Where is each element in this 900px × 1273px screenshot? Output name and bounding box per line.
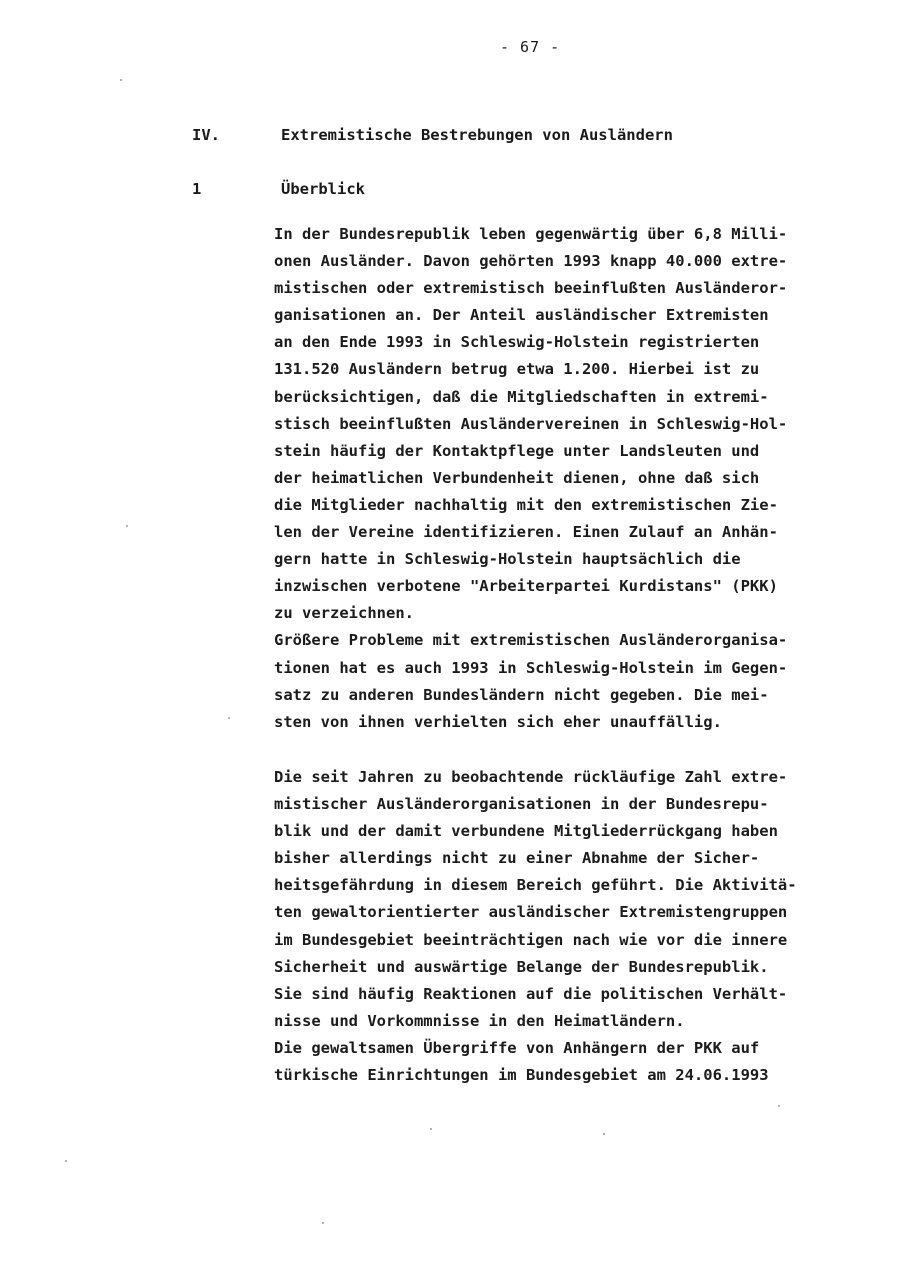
text-line: onen Ausländer. Davon gehörten 1993 knapp 40.000 extre-: [274, 252, 788, 271]
paragraph-block-1: [274, 221, 894, 736]
text-line: inzwischen verbotene "Arbeiterpartei Kurdistans" (PKK): [274, 577, 778, 596]
text-line: satz zu anderen Bundesländern nicht gegeben. Die mei-: [274, 685, 769, 704]
scan-speck: [778, 1105, 780, 1107]
text-line: zu verzeichnen.: [274, 604, 414, 623]
text-line: der heimatlichen Verbundenheit dienen, ohne daß sich: [274, 468, 760, 487]
text-line: sten von ihnen verhielten sich eher unauffällig.: [274, 712, 722, 731]
text-line: len der Vereine identifizieren. Einen Zulauf an Anhän-: [274, 523, 778, 542]
text-line: Sie sind häufig Reaktionen auf die politischen Verhält-: [274, 984, 788, 1003]
text-line: 131.520 Ausländern betrug etwa 1.200. Hierbei ist zu: [274, 360, 760, 379]
section-title: Extremistische Bestrebungen von Ausländern: [281, 126, 673, 144]
text-line: Die seit Jahren zu beobachtende rückläufige Zahl extre-: [274, 768, 788, 786]
text-line: im Bundesgebiet beeinträchtigen nach wie vor die innere: [274, 930, 788, 949]
text-line: stisch beeinflußten Ausländervereinen in Schleswig-Hol-: [274, 414, 788, 433]
scan-speck: [430, 1128, 432, 1130]
text-line: an den Ende 1993 in Schleswig-Holstein registrierten: [274, 333, 760, 352]
text-line: ten gewaltorientierter ausländischer Extremistengruppen: [274, 903, 788, 922]
text-line: die Mitglieder nachhaltig mit den extremistischen Zie-: [274, 495, 778, 514]
scan-speck: [120, 79, 122, 81]
text-line: bisher allerdings nicht zu einer Abnahme der Sicher-: [274, 849, 760, 868]
page-number: - 67 -: [500, 38, 561, 56]
text-line: mistischer Ausländerorganisationen in der Bundesrepu-: [274, 795, 769, 814]
subsection-number: 1: [192, 180, 202, 198]
text-line: nisse und Vorkommnisse in den Heimatländern.: [274, 1011, 685, 1030]
paragraph-block-2: [274, 764, 894, 1089]
text-line: türkische Einrichtungen im Bundesgebiet am 24.06.1993: [274, 1066, 769, 1085]
text-line: tionen hat es auch 1993 in Schleswig-Holstein im Gegen-: [274, 658, 788, 677]
scan-speck: [322, 1222, 324, 1224]
text-line: Die gewaltsamen Übergriffe von Anhängern der PKK auf: [274, 1038, 760, 1057]
scan-speck: [126, 525, 128, 527]
text-line: blik und der damit verbundene Mitgliederrückgang haben: [274, 822, 778, 841]
subsection-title: Überblick: [281, 180, 365, 198]
text-line: In der Bundesrepublik leben gegenwärtig über 6,8 Milli-: [274, 225, 788, 243]
text-line: stein häufig der Kontaktpflege unter Landsleuten und: [274, 441, 760, 460]
text-line: heitsgefährdung in diesem Bereich geführt. Die Aktivitä-: [274, 876, 797, 895]
text-line: mistischen oder extremistisch beeinflußten Ausländeror-: [274, 279, 788, 298]
text-line: gern hatte in Schleswig-Holstein hauptsächlich die: [274, 550, 741, 569]
section-number: IV.: [192, 126, 220, 144]
scan-speck: [65, 1160, 67, 1162]
scan-speck: [228, 717, 230, 719]
scan-speck: [603, 1133, 605, 1135]
text-line: ganisationen an. Der Anteil ausländischer Extremisten: [274, 306, 769, 325]
text-line: berücksichtigen, daß die Mitgliedschaften in extremi-: [274, 387, 769, 406]
text-line: Sicherheit und auswärtige Belange der Bundesrepublik.: [274, 957, 769, 976]
text-line: Größere Probleme mit extremistischen Ausländerorganisa-: [274, 631, 788, 650]
